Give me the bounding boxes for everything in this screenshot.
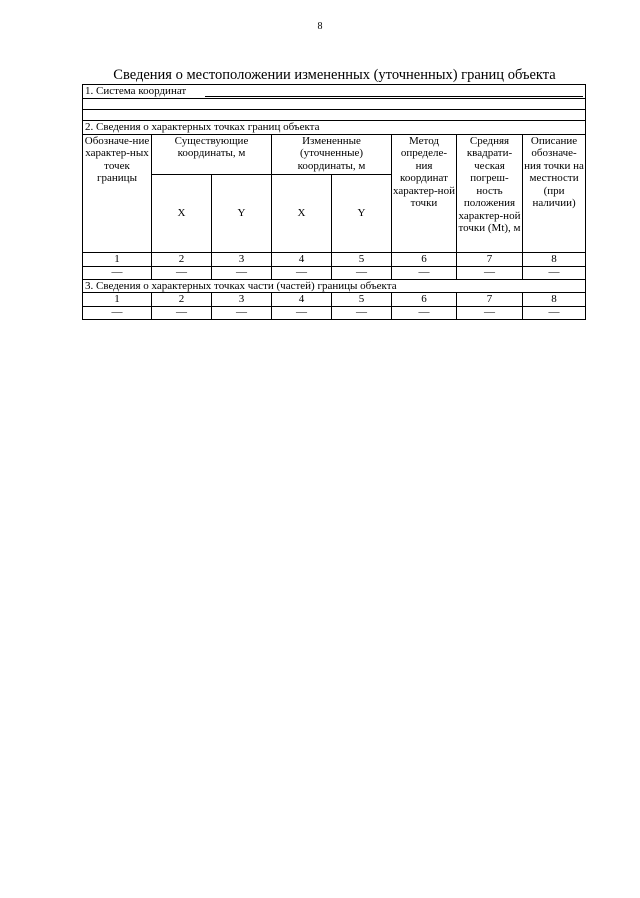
column-number: 2 <box>152 293 212 307</box>
column-number: 5 <box>332 293 392 307</box>
empty-value-dash: — <box>83 266 152 279</box>
header-changed-x: X <box>272 174 332 252</box>
column-number: 4 <box>272 252 332 266</box>
header-designation: Обозначе-ние характер-ных точек границы <box>83 134 152 252</box>
document-title: Сведения о местоположении измененных (уточненных) границ объекта <box>113 67 556 83</box>
column-number: 3 <box>212 252 272 266</box>
empty-value-dash: — <box>152 307 212 320</box>
header-changed-coordinates: Измененные (уточненные) координаты, м <box>272 134 392 174</box>
column-number: 8 <box>523 293 586 307</box>
column-number: 7 <box>457 252 523 266</box>
empty-value-dash: — <box>152 266 212 279</box>
header-mean-square-error: Средняя квадрати-ческая погреш-ность положения характер-ной точки (Mt), м <box>457 134 523 252</box>
column-number: 1 <box>83 252 152 266</box>
column-number: 8 <box>523 252 586 266</box>
section-1-label: 1. Система координат <box>85 85 187 97</box>
header-changed-y: Y <box>332 174 392 252</box>
section-2-label: 2. Сведения о характерных точках границ объекта <box>83 121 586 135</box>
empty-value-dash: — <box>392 266 457 279</box>
column-number: 4 <box>272 293 332 307</box>
empty-value-dash: — <box>392 307 457 320</box>
section-1-blank-row <box>83 110 586 121</box>
header-existing-coordinates: Существующие координаты, м <box>152 134 272 174</box>
empty-value-dash: — <box>332 307 392 320</box>
section-1-coordinate-system <box>83 85 586 99</box>
empty-value-dash: — <box>332 266 392 279</box>
empty-value-dash: — <box>212 307 272 320</box>
column-number: 7 <box>457 293 523 307</box>
column-number: 2 <box>152 252 212 266</box>
boundary-table <box>82 84 586 320</box>
section-3-label: 3. Сведения о характерных точках части (частей) границы объекта <box>83 279 586 293</box>
empty-value-dash: — <box>457 307 523 320</box>
empty-value-dash: — <box>272 307 332 320</box>
empty-value-dash: — <box>272 266 332 279</box>
empty-value-dash: — <box>83 307 152 320</box>
header-existing-y: Y <box>212 174 272 252</box>
page-number: 8 <box>317 21 323 32</box>
empty-value-dash: — <box>523 266 586 279</box>
header-point-description: Описание обозначе-ния точки на местности (при наличии) <box>523 134 586 252</box>
header-existing-x: X <box>152 174 212 252</box>
column-number: 6 <box>392 252 457 266</box>
empty-value-dash: — <box>523 307 586 320</box>
column-number: 3 <box>212 293 272 307</box>
header-method: Метод определе-ния координат характер-ной точки <box>392 134 457 252</box>
empty-value-dash: — <box>212 266 272 279</box>
column-number: 6 <box>392 293 457 307</box>
column-number: 1 <box>83 293 152 307</box>
section-1-blank-row <box>83 99 586 110</box>
section-1-fill-line <box>205 96 583 97</box>
empty-value-dash: — <box>457 266 523 279</box>
column-number: 5 <box>332 252 392 266</box>
